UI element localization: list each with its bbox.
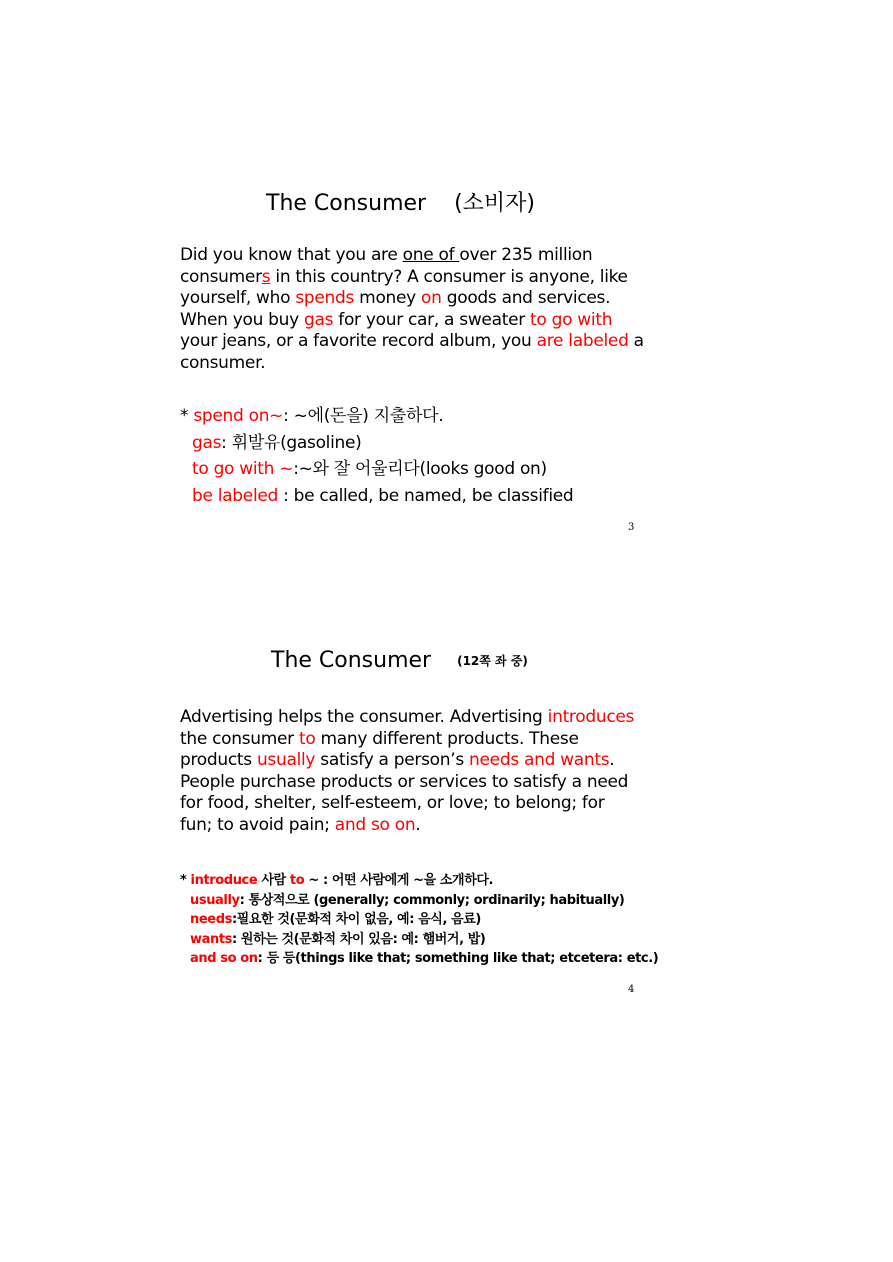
highlight-text: gas <box>304 309 334 330</box>
vocabulary-notes <box>180 403 573 509</box>
note-term: usually <box>190 892 240 908</box>
note-definition: ~ : 어떤 사람에게 ~을 소개하다. <box>304 873 494 888</box>
underlined-text: one of <box>402 245 460 265</box>
text-run: satisfy a person’s <box>315 750 470 771</box>
highlight-text: usually <box>256 750 316 771</box>
title-text: The Consumer <box>271 648 432 673</box>
slide-title <box>271 648 528 673</box>
highlight-text: to go with <box>530 309 613 330</box>
text-run: your jeans, or a favorite record album, you <box>180 331 537 352</box>
highlight-text: introduces <box>547 707 635 727</box>
note-row <box>180 456 573 483</box>
text-run: money <box>354 288 422 309</box>
highlight-text: are labeled <box>536 331 629 352</box>
note-definition: : 휘발유(gasoline) <box>221 432 362 453</box>
note-term: wants <box>190 931 232 947</box>
note-definition: : 등 등(things like that; something like that; etcetera: etc.) <box>257 951 659 966</box>
highlight-text: to <box>298 728 316 749</box>
text-run: Advertising helps the consumer. Advertising <box>180 707 548 727</box>
highlight-text: s <box>261 266 271 287</box>
note-definition: :~와 잘 어울리다(looks good on) <box>293 459 547 479</box>
note-term: gas <box>192 432 222 453</box>
text-run: a consumer. <box>180 331 644 373</box>
bullet: * <box>180 406 194 426</box>
note-term: to <box>289 873 305 888</box>
vocabulary-notes <box>180 871 658 969</box>
note-definition: : 통상적으로 (generally; commonly; ordinarily; habitually) <box>239 892 625 908</box>
note-row <box>180 891 658 911</box>
text-run: for your car, a sweater <box>333 309 531 330</box>
title-korean: (12쪽 좌 중) <box>457 654 528 668</box>
note-term: needs <box>190 912 232 927</box>
note-definition: : 원하는 것(문화적 차이 있음: 예: 햄버거, 밥) <box>232 931 486 947</box>
highlight-text: spends <box>295 288 355 309</box>
body-paragraph <box>180 245 650 375</box>
note-definition: : ~에(돈을) 지출하다. <box>283 406 444 426</box>
highlight-text: on <box>421 288 442 309</box>
text-run: . <box>415 814 421 835</box>
highlight-text: needs and wants <box>469 750 610 771</box>
note-definition: 사람 <box>257 873 290 888</box>
note-term: introduce <box>190 873 258 888</box>
text-run: Did you know that you are <box>180 245 403 265</box>
title-korean: (소비자) <box>454 191 536 216</box>
note-row <box>180 930 658 950</box>
note-row <box>180 403 573 430</box>
slide-title <box>266 186 535 217</box>
text-run: . People purchase products or services to satisfy a need for food, shelter, self-esteem, or love; to belong; for fun; to avoid pain; <box>180 750 629 835</box>
note-row <box>180 910 658 930</box>
bullet: * <box>180 873 191 888</box>
note-row <box>180 483 573 510</box>
note-term: to go with ~ <box>192 459 294 479</box>
text-run: many different products. These products <box>180 728 579 771</box>
note-row <box>180 949 658 969</box>
text-run: in this country? A consumer is anyone, like yourself, who <box>180 266 628 309</box>
note-row <box>180 871 658 891</box>
page-number: 4 <box>628 984 635 995</box>
text-run: the consumer <box>180 728 299 749</box>
highlight-text: and so on <box>334 814 416 835</box>
note-definition: : be called, be named, be classified <box>278 485 574 506</box>
text-run: over 235 million consumer <box>180 245 593 287</box>
title-text: The Consumer <box>266 191 427 216</box>
body-paragraph <box>180 707 635 837</box>
note-term: and so on <box>190 951 258 966</box>
note-term: spend on~ <box>193 406 284 426</box>
note-row <box>180 430 573 457</box>
note-definition: :필요한 것(문화적 차이 없음, 예: 음식, 음료) <box>231 912 481 927</box>
note-term: be labeled <box>192 485 279 506</box>
text-run: goods and services. When you buy <box>180 288 611 330</box>
page-number: 3 <box>628 522 635 533</box>
